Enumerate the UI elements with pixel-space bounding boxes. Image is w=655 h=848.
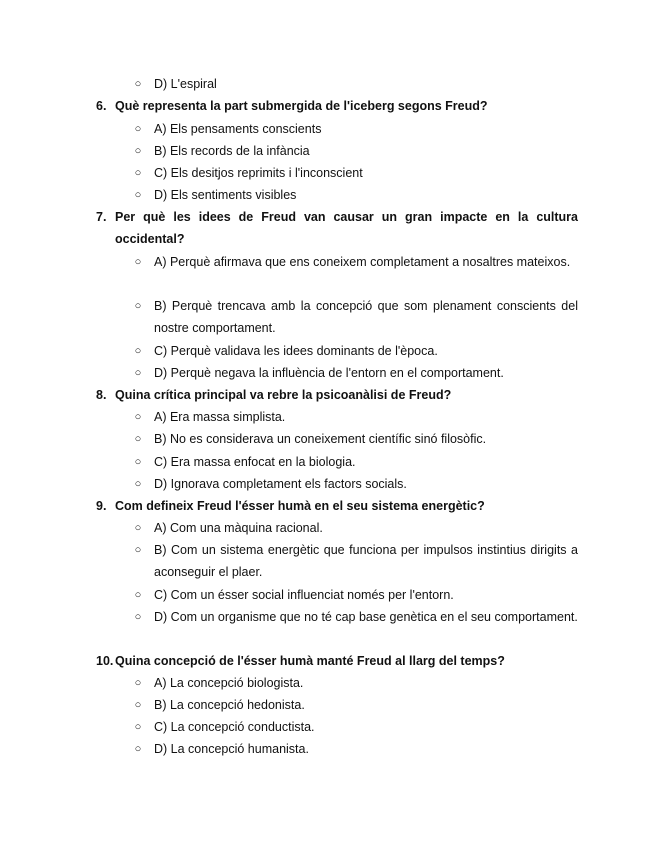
question-number: 6. [96, 99, 107, 113]
answer-option: C) Com un ésser social influenciat només per l'entorn. [154, 588, 454, 602]
answer-option: B) Com un sistema energètic que funciona per impulsos instintius dirigits a aconseguir el plaer. [154, 543, 578, 579]
question-number: 8. [96, 388, 107, 402]
answer-option: D) Perquè negava la influència de l'entorn en el comportament. [154, 366, 504, 380]
bullet: ○ [134, 345, 142, 357]
bullet: ○ [134, 611, 142, 623]
bullet: ○ [134, 456, 142, 468]
question-text: Quina concepció de l'ésser humà manté Freud al llarg del temps? [115, 654, 505, 668]
question-number: 9. [96, 499, 107, 513]
question-number: 10. [96, 654, 114, 668]
answer-option: B) Perquè trencava amb la concepció que som plenament conscients del nostre comportament. [154, 299, 578, 335]
question-text: Com defineix Freud l'ésser humà en el seu sistema energètic? [115, 499, 485, 513]
bullet: ○ [134, 699, 142, 711]
bullet: ○ [134, 478, 142, 490]
answer-option: A) Com una màquina racional. [154, 521, 323, 535]
answer-option: B) La concepció hedonista. [154, 698, 305, 712]
answer-option: B) Els records de la infància [154, 144, 310, 158]
bullet: ○ [134, 433, 142, 445]
bullet: ○ [134, 721, 142, 733]
bullet: ○ [134, 167, 142, 179]
question-text: Què representa la part submergida de l'iceberg segons Freud? [115, 99, 488, 113]
answer-option: B) No es considerava un coneixement científic sinó filosòfic. [154, 432, 487, 446]
answer-option: A) Els pensaments conscients [154, 122, 322, 136]
bullet: ○ [134, 743, 142, 755]
question-text: Quina crítica principal va rebre la psicoanàlisi de Freud? [115, 388, 452, 402]
bullet: ○ [134, 300, 142, 312]
answer-option: D) La concepció humanista. [154, 742, 309, 756]
bullet: ○ [134, 123, 142, 135]
bullet: ○ [134, 189, 142, 201]
answer-option: A) Era massa simplista. [154, 410, 286, 424]
answer-option: A) La concepció biologista. [154, 676, 304, 690]
bullet: ○ [134, 589, 142, 601]
answer-option: D) Els sentiments visibles [154, 188, 297, 202]
bullet: ○ [134, 544, 142, 556]
answer-option: D) Com un organisme que no té cap base genètica en el seu comportament. [154, 610, 578, 624]
answer-option: D) L'espiral [154, 77, 217, 91]
bullet: ○ [134, 677, 142, 689]
answer-option: C) Perquè validava les idees dominants de l'època. [154, 344, 438, 358]
answer-option: C) La concepció conductista. [154, 720, 315, 734]
bullet: ○ [134, 411, 142, 423]
question-text: Per què les idees de Freud van causar un gran impacte en la cultura occidental? [115, 210, 578, 246]
bullet: ○ [134, 367, 142, 379]
answer-option: A) Perquè afirmava que ens coneixem completament a nosaltres mateixos. [154, 255, 571, 269]
question-number: 7. [96, 210, 107, 224]
bullet: ○ [134, 78, 142, 90]
answer-option: D) Ignorava completament els factors socials. [154, 477, 407, 491]
bullet: ○ [134, 522, 142, 534]
answer-option: C) Els desitjos reprimits i l'inconscient [154, 166, 363, 180]
answer-option: C) Era massa enfocat en la biologia. [154, 455, 356, 469]
bullet: ○ [134, 256, 142, 268]
bullet: ○ [134, 145, 142, 157]
